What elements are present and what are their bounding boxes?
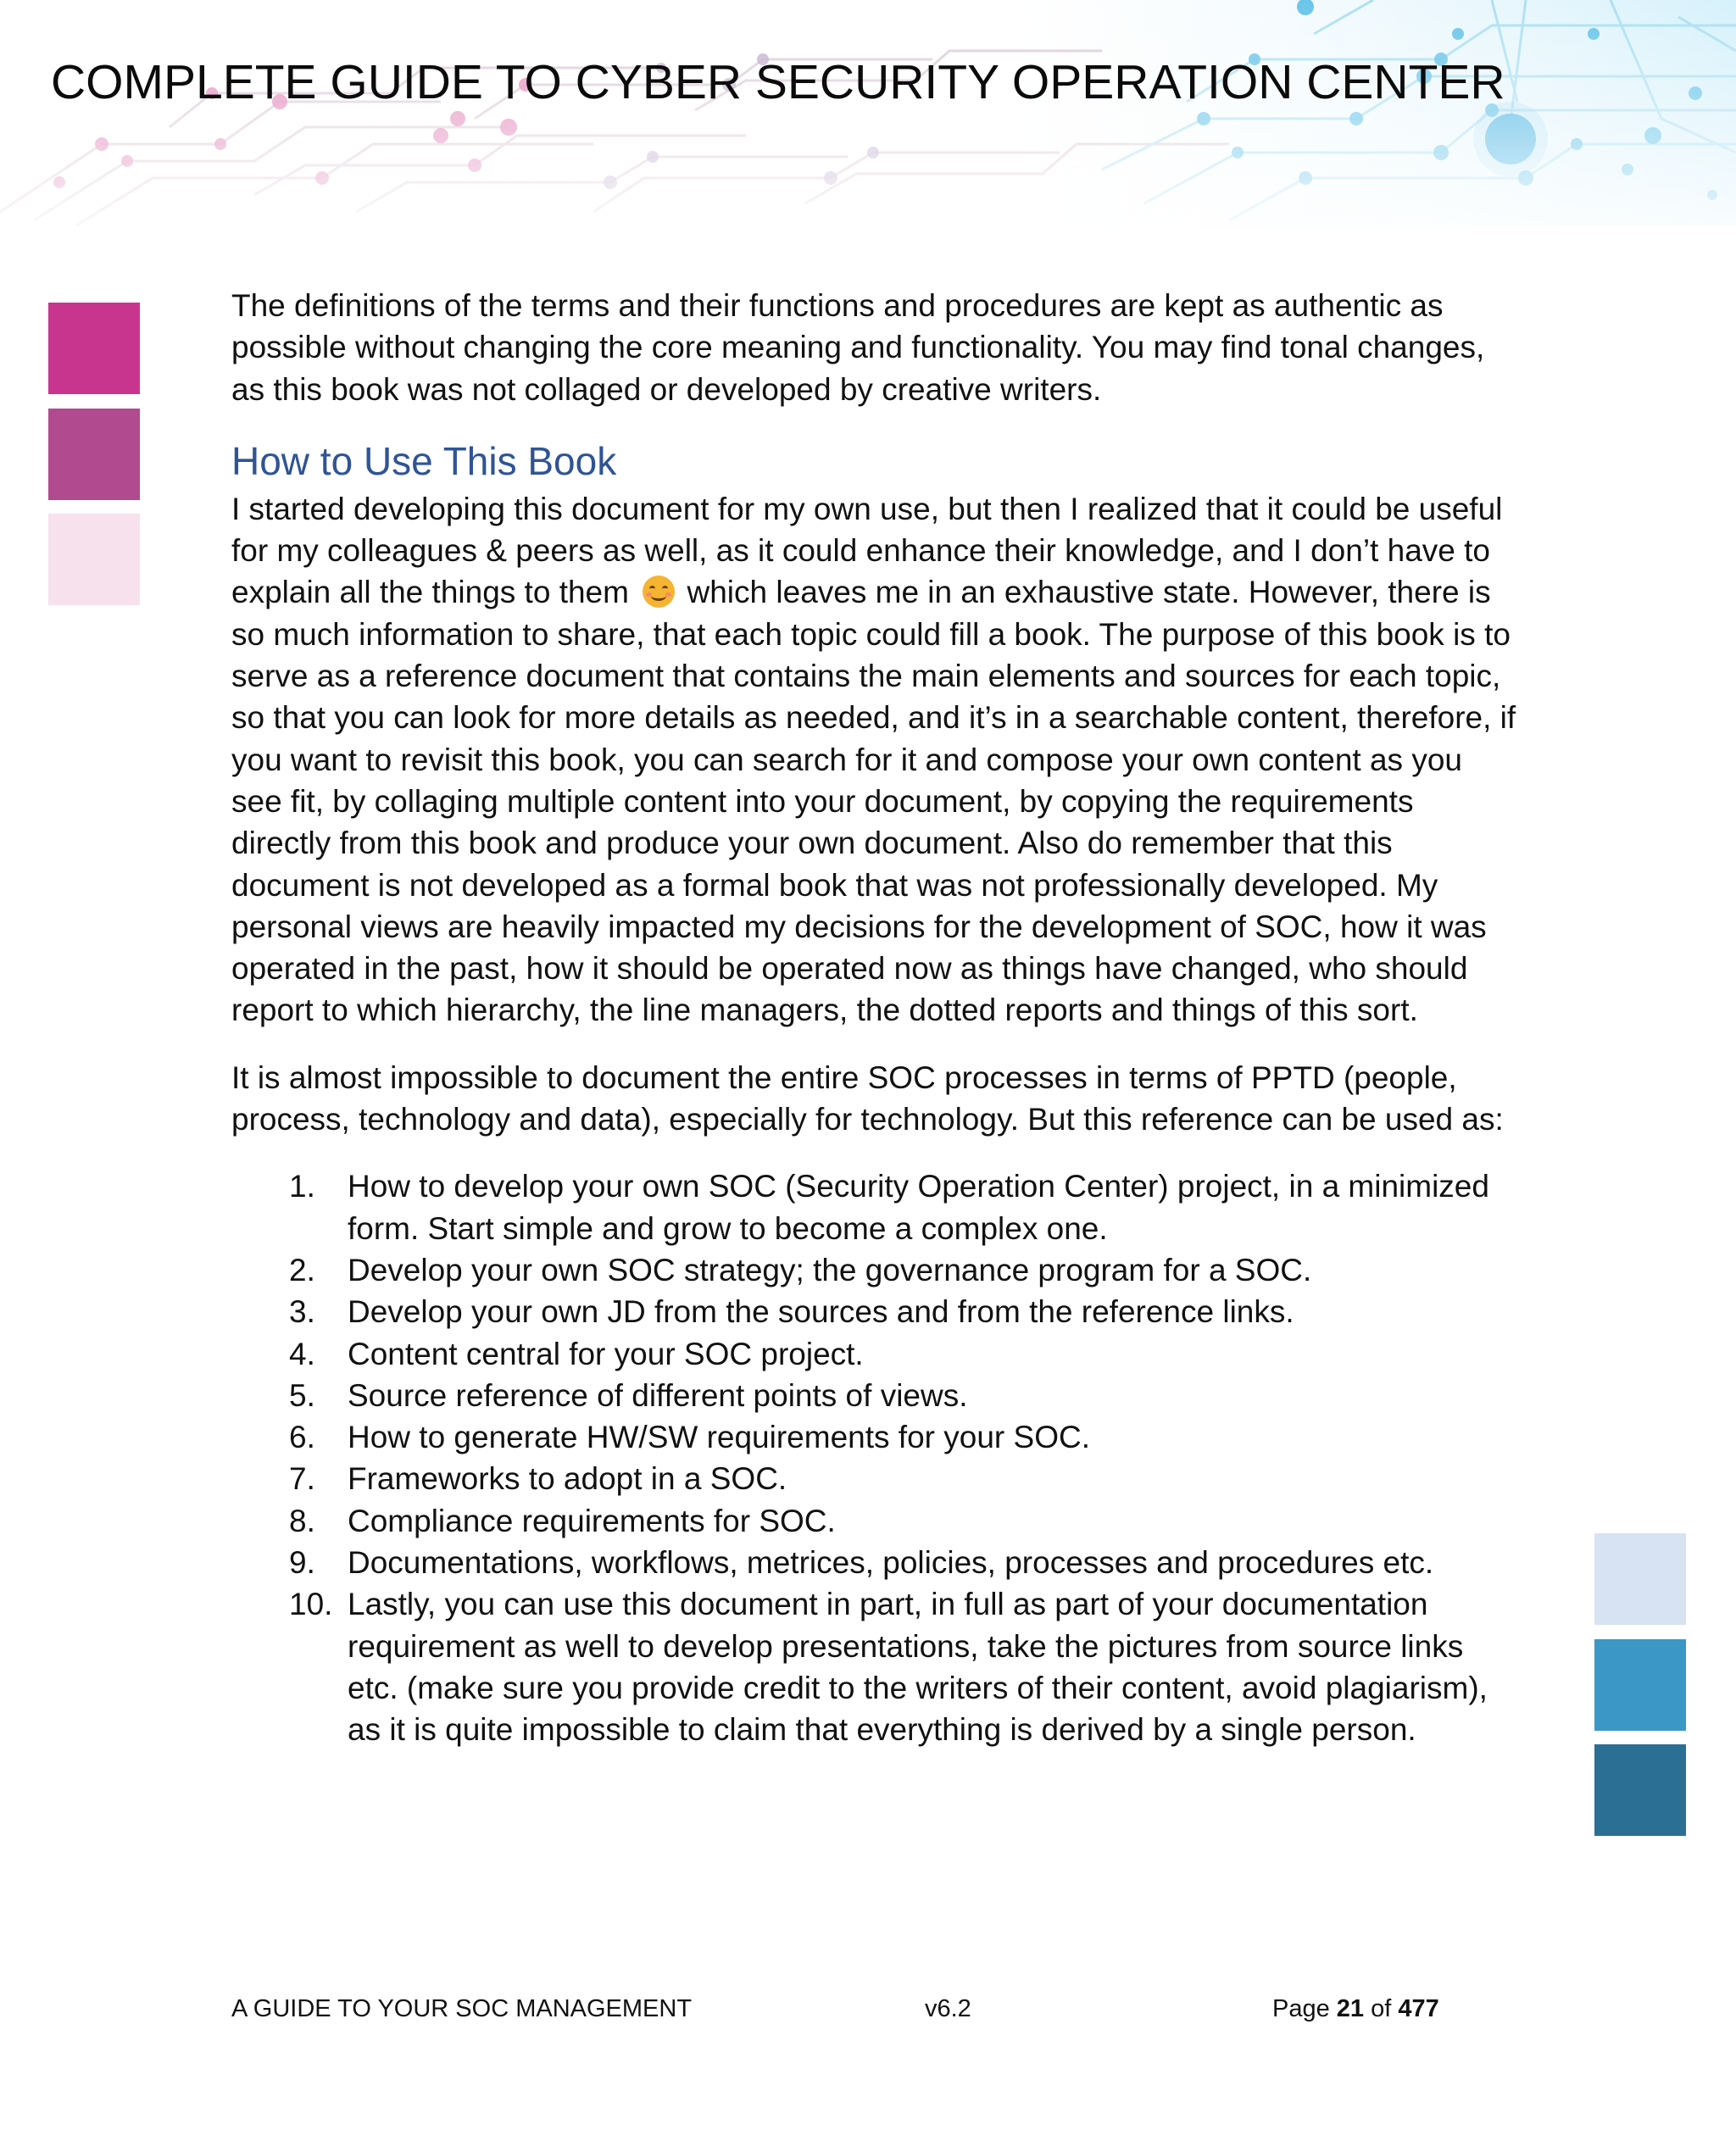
decor-swatch-left-2 <box>48 409 140 500</box>
list-item-text: Lastly, you can use this document in part, in full as part of your documentation requirement as well to develop presentations, take the pictures from source links etc. (make sure you provide credit to the writers of their content, avoid plagiarism), as it is quite impossible to claim that everything is derived by a single person. <box>348 1587 1488 1748</box>
list-item-text: Develop your own SOC strategy; the governance program for a SOC. <box>348 1252 1312 1287</box>
header-title: COMPLETE GUIDE TO CYBER SECURITY OPERATION CENTER <box>51 55 1505 109</box>
decor-swatch-right-3 <box>1594 1744 1686 1836</box>
usage-paragraph-part1: I started developing this document for my own use, but then I realized that it could be useful for my colleagues & peers as well, as it could enhance their knowledge, and I don’t have to explain all the things to them <box>231 491 1503 610</box>
list-item-text: Source reference of different points of views. <box>348 1377 968 1413</box>
list-item-text: How to develop your own SOC (Security Operation Center) project, in a minimized form. Start simple and grow to become a complex one. <box>348 1169 1489 1246</box>
list-item-text: Compliance requirements for SOC. <box>348 1503 836 1538</box>
usage-paragraph-part2: which leaves me in an exhaustive state. However, there is so much information to share, that each topic could fill a book. The purpose of this book is to serve as a reference document that contains the main elements and sources for each topic, so that you can look for more details as needed, and it’s in a searchable content, therefore, if you want to revisit this book, you can search for it and compose your own content as you see fit, by collaging multiple content into your document, by copying the requirements directly from this book and produce your own document. Also do remember that this document is not developed as a formal book that was not professionally developed. My personal views are heavily impacted my decisions for the development of SOC, how it was operated in the past, how it should be operated now as things have changed, who should report to which hierarchy, the line managers, the dotted reports and things of this sort. <box>231 575 1516 1028</box>
list-item <box>231 1291 1520 1332</box>
list-item-text: How to generate HW/SW requirements for your SOC. <box>348 1420 1090 1455</box>
intro-paragraph: The definitions of the terms and their functions and procedures are kept as authentic as possible without changing the core meaning and functionality. You may find tonal changes, as this book was not collaged or developed by creative writers. <box>231 288 1485 407</box>
list-item <box>231 1416 1520 1458</box>
list-item-number: 6. <box>289 1420 315 1455</box>
footer-page-number <box>1272 1995 1439 2023</box>
decor-swatch-left-1 <box>48 303 140 394</box>
footer-page-label: Page <box>1272 1995 1330 2022</box>
list-item-number: 8. <box>289 1503 315 1538</box>
decor-swatch-right-1 <box>1594 1533 1686 1625</box>
list-item <box>231 1583 1520 1750</box>
list-item-number: 7. <box>289 1461 315 1497</box>
reference-paragraph: It is almost impossible to document the entire SOC processes in terms of PPTD (people, process, technology and data), especially for technology. But this reference can be used as: <box>231 1059 1504 1137</box>
list-item-text: Documentations, workflows, metrices, policies, processes and procedures etc. <box>348 1545 1434 1581</box>
footer-version: v6.2 <box>925 1995 971 2022</box>
list-item-number: 2. <box>289 1252 315 1287</box>
list-item <box>231 1165 1520 1249</box>
list-item-number: 3. <box>289 1294 315 1330</box>
list-item <box>231 1249 1520 1291</box>
list-item <box>231 1542 1520 1583</box>
page-content <box>231 285 1520 1751</box>
uses-list <box>231 1165 1520 1750</box>
usage-paragraph <box>231 488 1520 1032</box>
footer-page-current: 21 <box>1336 1995 1365 2022</box>
list-item <box>231 1458 1520 1499</box>
footer-document-title: A GUIDE TO YOUR SOC MANAGEMENT <box>231 1995 693 2022</box>
section-heading: How to Use This Book <box>231 438 617 483</box>
circuit-pattern-graphic <box>0 0 1736 227</box>
list-item-number: 1. <box>289 1169 315 1204</box>
list-item-text: Develop your own JD from the sources and from the reference links. <box>348 1294 1294 1330</box>
footer-page-total: 477 <box>1398 1995 1439 2022</box>
list-item <box>231 1500 1520 1542</box>
list-item-number: 10. <box>289 1587 333 1622</box>
list-item-number: 4. <box>289 1336 315 1371</box>
list-item <box>231 1333 1520 1375</box>
list-item-number: 5. <box>289 1377 315 1413</box>
list-item-text: Frameworks to adopt in a SOC. <box>348 1461 787 1497</box>
footer-page-of: of <box>1371 1995 1392 2022</box>
list-item <box>231 1375 1520 1416</box>
smiling-face-icon <box>643 576 675 608</box>
list-item-number: 9. <box>289 1545 315 1581</box>
decor-swatch-left-3 <box>48 514 140 605</box>
list-item-text: Content central for your SOC project. <box>348 1336 864 1371</box>
decor-swatch-right-2 <box>1594 1639 1686 1731</box>
header-banner <box>0 0 1736 227</box>
